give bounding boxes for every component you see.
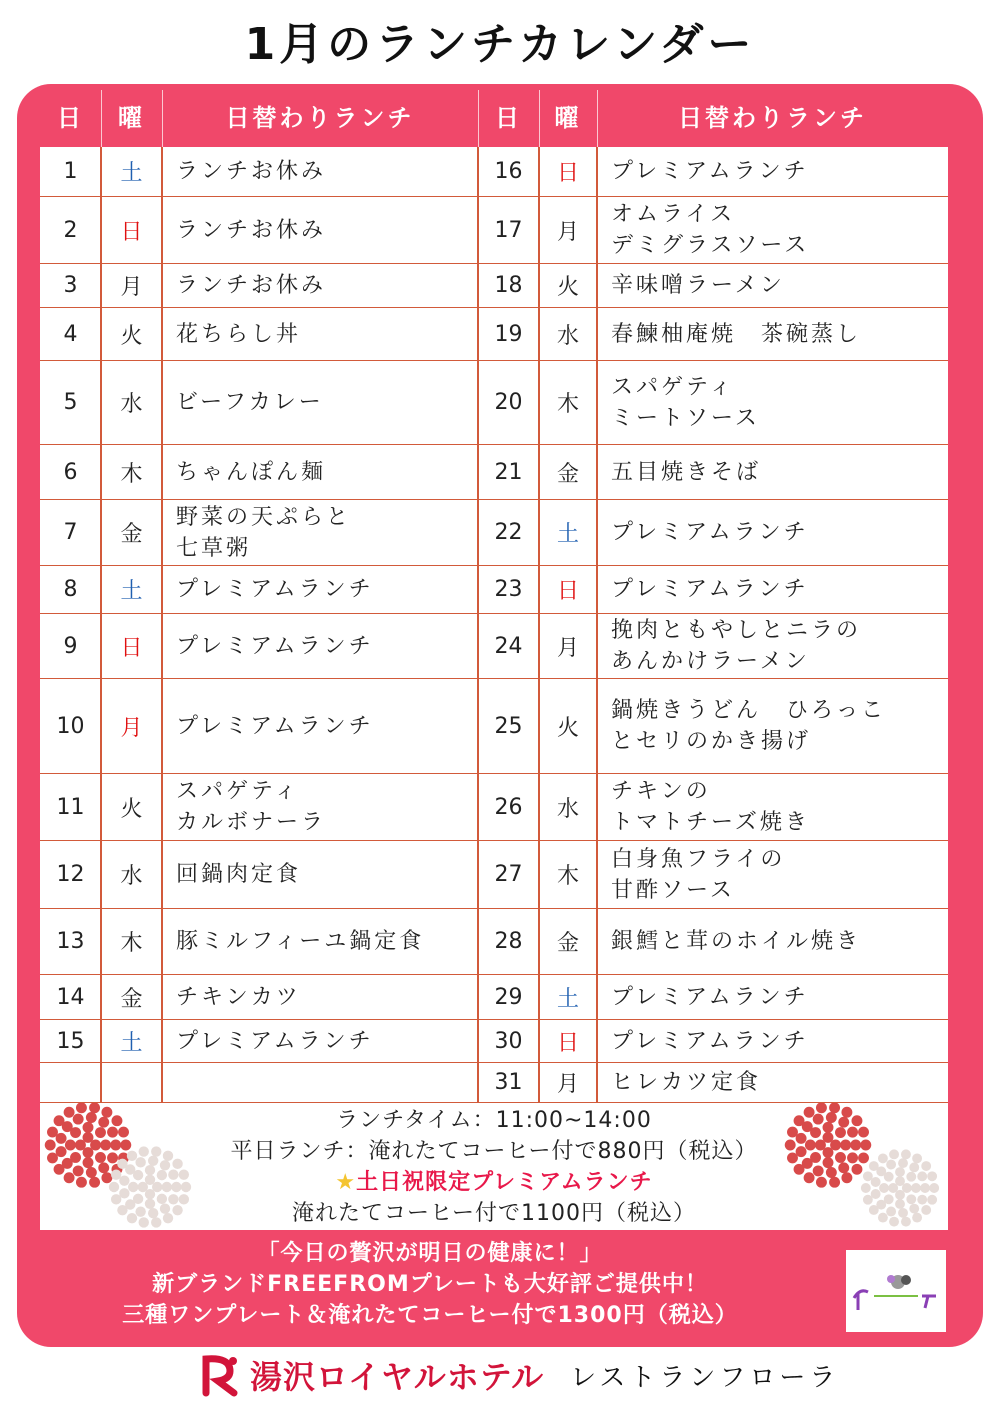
right-weekday-cell: 金 <box>556 931 579 956</box>
hotel-logo-icon <box>200 1353 244 1397</box>
right-day-cell: 28 <box>494 929 523 954</box>
right-weekday-cell: 月 <box>556 1072 579 1097</box>
left-day-cell: 14 <box>56 984 85 1010</box>
right-weekday-cell: 土 <box>556 522 579 547</box>
left-weekday-cell: 火 <box>120 323 143 349</box>
right-weekday-cell: 月 <box>556 219 579 245</box>
left-weekday-cell: 日 <box>120 635 143 661</box>
right-weekday-cell: 日 <box>556 1030 579 1056</box>
right-day-cell: 30 <box>494 1028 523 1054</box>
lunch-calendar-table <box>40 147 948 1103</box>
right-menu-cell: スパゲティ ミートソース <box>611 374 760 431</box>
left-day-cell: 5 <box>63 390 78 415</box>
right-day-cell: 18 <box>494 273 523 298</box>
left-weekday-cell: 水 <box>120 864 143 889</box>
left-menu-cell: 回鍋肉定食 <box>176 862 302 887</box>
left-weekday-cell: 土 <box>120 1030 143 1056</box>
right-weekday-cell: 水 <box>556 323 579 349</box>
right-menu-cell: 鍋焼きうどん ひろっこ とセリのかき揚げ <box>611 698 887 754</box>
right-day-cell: 31 <box>494 1070 523 1095</box>
left-menu-cell <box>162 1063 478 1102</box>
right-weekday-cell: 金 <box>556 461 579 487</box>
left-weekday-cell: 日 <box>120 219 143 245</box>
right-weekday-cell: 木 <box>556 864 579 889</box>
right-weekday-cell: 水 <box>556 796 579 822</box>
left-menu-cell: ランチお休み <box>176 159 327 184</box>
right-day-cell: 21 <box>494 459 523 485</box>
flora-logo <box>846 1250 946 1332</box>
right-menu-cell: 春鰊柚庵焼 茶碗蒸し <box>611 321 862 347</box>
right-day-cell: 26 <box>494 794 523 820</box>
left-menu-cell: プレミアムランチ <box>176 577 374 602</box>
right-day-cell: 29 <box>494 984 523 1010</box>
premium-price: 淹れたてコーヒー付で1100円（税込） <box>291 1201 697 1226</box>
right-menu-cell: 挽肉ともやしとニラの あんかけラーメン <box>611 618 862 674</box>
left-weekday-cell: 土 <box>120 579 143 604</box>
left-day-cell: 8 <box>63 577 78 602</box>
table-row <box>40 566 948 614</box>
flora-logo-icon <box>846 1250 946 1332</box>
right-weekday-cell: 日 <box>556 579 579 604</box>
header-menu-right: 日替わりランチ <box>678 104 867 132</box>
brand-footer <box>200 1352 839 1398</box>
left-menu-cell: ランチお休み <box>176 217 327 243</box>
footer-line2: 新ブランドFREEFROMプレートも大好評ご提供中！ <box>152 1272 708 1297</box>
right-weekday-cell: 木 <box>556 392 579 417</box>
right-menu-cell: プレミアムランチ <box>611 577 809 602</box>
left-weekday-cell: 木 <box>120 931 143 956</box>
left-menu-cell: ビーフカレー <box>176 390 324 415</box>
table-row <box>40 1020 948 1063</box>
header-weekday-left: 曜 <box>118 104 145 132</box>
left-day-cell <box>40 1063 101 1102</box>
left-weekday-cell: 金 <box>120 986 143 1012</box>
table-row <box>40 909 948 975</box>
left-day-cell: 10 <box>56 713 85 739</box>
left-weekday-cell: 火 <box>120 796 143 822</box>
left-day-cell: 4 <box>63 321 78 347</box>
lunch-time: ランチタイム：11:00~14:00 <box>336 1108 652 1133</box>
left-menu-cell: 野菜の天ぷらと 七草粥 <box>176 504 352 561</box>
footer-slogan: 「今日の贅沢が明日の健康に！」 <box>257 1241 603 1266</box>
header-day-right: 日 <box>495 104 522 132</box>
right-day-cell: 22 <box>494 520 523 545</box>
premium-title: 土日祝限定プレミアムランチ <box>356 1170 653 1195</box>
right-menu-cell: 白身魚フライの 甘酢ソース <box>611 846 786 903</box>
header-day-left: 日 <box>57 104 84 132</box>
footer-line3: 三種ワンプレート＆淹れたてコーヒー付で1300円（税込） <box>122 1303 738 1328</box>
left-menu-cell: ちゃんぽん麺 <box>176 459 327 485</box>
left-menu-cell: チキンカツ <box>176 984 301 1010</box>
restaurant-name: レストランフローラ <box>570 1362 840 1393</box>
right-menu-cell: オムライス デミグラスソース <box>611 202 810 258</box>
left-menu-cell: プレミアムランチ <box>176 1028 374 1054</box>
right-weekday-cell: 土 <box>556 986 579 1012</box>
table-row <box>40 264 948 308</box>
left-day-cell: 15 <box>56 1028 85 1054</box>
table-row <box>40 500 948 566</box>
right-menu-cell: プレミアムランチ <box>611 984 809 1010</box>
right-weekday-cell: 火 <box>556 715 579 741</box>
right-day-cell: 19 <box>494 321 523 347</box>
table-row <box>40 774 948 841</box>
table-row <box>40 679 948 774</box>
left-day-cell: 12 <box>56 862 85 887</box>
left-day-cell: 7 <box>63 520 78 545</box>
left-day-cell: 1 <box>63 159 78 184</box>
right-day-cell: 23 <box>494 577 523 602</box>
header-menu-left: 日替わりランチ <box>225 104 415 132</box>
left-menu-cell: プレミアムランチ <box>176 633 374 659</box>
table-row <box>40 975 948 1020</box>
table-header <box>40 90 948 147</box>
right-menu-cell: 銀鱈と茸のホイル焼き <box>611 929 862 954</box>
right-day-cell: 27 <box>494 862 523 887</box>
left-day-cell: 2 <box>63 217 78 243</box>
table-row <box>40 147 948 197</box>
right-day-cell: 24 <box>494 633 523 659</box>
right-day-cell: 20 <box>494 390 523 415</box>
table-row <box>40 197 948 264</box>
left-day-cell: 11 <box>56 794 85 820</box>
left-day-cell: 13 <box>56 929 85 954</box>
left-day-cell: 3 <box>63 273 78 298</box>
header-weekday-right: 曜 <box>554 104 582 132</box>
info-box <box>40 1103 948 1230</box>
left-menu-cell: 豚ミルフィーユ鍋定食 <box>176 929 425 954</box>
left-weekday-cell: 月 <box>120 275 143 300</box>
left-weekday-cell: 水 <box>120 392 143 417</box>
left-menu-cell: 花ちらし丼 <box>176 321 302 347</box>
right-menu-cell: 辛味噌ラーメン <box>611 273 785 298</box>
weekday-price: 平日ランチ：淹れたてコーヒー付で880円（税込） <box>230 1139 758 1164</box>
right-menu-cell: チキンの トマトチーズ焼き <box>611 779 810 835</box>
table-row <box>40 445 948 500</box>
left-day-cell: 9 <box>63 633 78 659</box>
right-menu-cell: プレミアムランチ <box>611 159 809 184</box>
table-row <box>40 614 948 679</box>
left-weekday-cell: 木 <box>120 461 143 487</box>
footer-promo <box>40 1238 820 1331</box>
left-day-cell: 6 <box>63 459 78 485</box>
left-weekday-cell: 土 <box>120 161 143 186</box>
left-weekday-cell: 月 <box>120 715 143 741</box>
page-title: 1月のランチカレンダー <box>244 19 756 70</box>
table-row <box>40 1063 948 1103</box>
left-menu-cell: プレミアムランチ <box>176 713 374 739</box>
right-menu-cell: ヒレカツ定食 <box>611 1070 762 1095</box>
table-row <box>40 841 948 909</box>
right-weekday-cell: 月 <box>556 635 579 661</box>
right-menu-cell: プレミアムランチ <box>611 1028 809 1054</box>
star-icon: ★ <box>335 1170 357 1195</box>
left-menu-cell: スパゲティ カルボナーラ <box>176 779 327 835</box>
table-row <box>40 308 948 361</box>
table-row <box>40 361 948 445</box>
right-weekday-cell: 火 <box>556 275 579 300</box>
right-day-cell: 17 <box>494 217 523 243</box>
left-menu-cell: ランチお休み <box>176 273 327 298</box>
right-menu-cell: プレミアムランチ <box>611 520 809 545</box>
right-menu-cell: 五目焼きそば <box>611 459 762 485</box>
right-day-cell: 25 <box>494 713 523 739</box>
left-weekday-cell: 金 <box>120 522 143 547</box>
hotel-name: 湯沢ロイヤルホテル <box>250 1358 545 1396</box>
left-weekday-cell <box>101 1063 162 1102</box>
right-day-cell: 16 <box>494 159 523 184</box>
right-weekday-cell: 日 <box>556 161 579 186</box>
